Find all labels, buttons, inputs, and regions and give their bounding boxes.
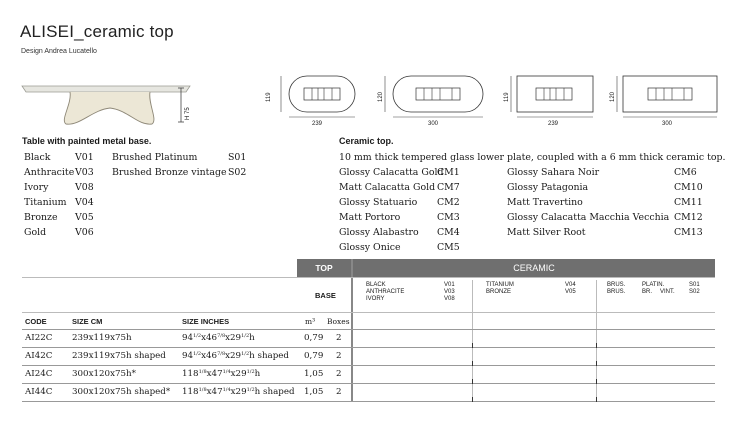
- table-vertical-divider: [351, 259, 353, 401]
- row-code: AI22C: [25, 333, 53, 343]
- cell-tick: [596, 379, 597, 384]
- col-code: CODE: [25, 317, 47, 326]
- base-header: BASE: [315, 291, 336, 300]
- base-color-item: Ivory V08: [24, 182, 94, 193]
- height-label: H 75: [185, 107, 191, 120]
- col-size-inches: SIZE INCHES: [182, 317, 230, 326]
- ceramic-item: Matt Travertino CM11: [507, 197, 703, 208]
- table-rule: [22, 383, 715, 384]
- base-color-item: Black V01: [24, 152, 94, 163]
- plan-rect-300: [612, 72, 722, 122]
- brushed-color-item: Brushed Bronze vintageS02: [112, 167, 247, 178]
- top-header-cell: TOP: [297, 259, 351, 277]
- row-boxes: 2: [336, 387, 342, 397]
- ceramic-item: Matt Calacatta Gold CM7: [339, 182, 460, 193]
- base-color-item: Gold V06: [24, 227, 94, 238]
- col-size-cm: SIZE CM: [72, 317, 103, 326]
- plan-oval-300: [380, 72, 488, 122]
- brushed-color-list: [112, 150, 246, 180]
- base-section-title: Table with painted metal base.: [22, 136, 152, 146]
- cell-tick: [472, 379, 473, 384]
- cell-tick: [596, 397, 597, 402]
- plan2-width: 300: [428, 121, 439, 127]
- ceramic-item: Glossy Alabastro CM4: [339, 227, 460, 238]
- ceramic-header-cell: CERAMIC: [353, 259, 715, 277]
- row-m3: 0,79: [304, 351, 324, 361]
- plan-rect-239: [506, 72, 596, 122]
- ceramic-section-title: Ceramic top.: [339, 136, 394, 146]
- group2-names: TITANIUM BRONZE: [486, 282, 514, 295]
- base-color-item: Bronze V05: [24, 212, 94, 223]
- row-boxes: 2: [336, 351, 342, 361]
- base-color-list: [24, 150, 94, 240]
- table-rule: [22, 329, 715, 330]
- row-m3: 1,05: [304, 387, 324, 397]
- row-size-inches: $94^{1/2}x46^{7/8}x29^{1/2}h$ shaped: [182, 351, 289, 361]
- col-boxes: Boxes: [327, 317, 350, 326]
- page-title: ALISEI_ceramic top: [20, 22, 174, 41]
- cell-tick: [596, 361, 597, 366]
- row-size-inches: $118^{1/8}x47^{1/4}x29^{1/2}h$: [182, 369, 261, 379]
- col-m3: m³: [305, 317, 316, 326]
- ceramic-item: Matt Silver Root CM13: [507, 227, 703, 238]
- cell-tick: [472, 361, 473, 366]
- base-color-item: Titanium V04: [24, 197, 94, 208]
- ceramic-list-col2: [507, 165, 703, 240]
- row-m3: 1,05: [304, 369, 324, 379]
- row-code: AI24C: [25, 369, 53, 379]
- group1-names: BLACK ANTHRACITE IVORY: [366, 282, 405, 302]
- table-rule: [22, 401, 715, 402]
- row-code: AI42C: [25, 351, 53, 361]
- ceramic-list-col1: [339, 165, 460, 255]
- group1-codes: V01 V03 V08: [444, 282, 455, 302]
- plan2-depth: 120: [378, 91, 384, 102]
- table-rule: [22, 277, 715, 278]
- cell-tick: [472, 397, 473, 402]
- plan4-depth: 120: [610, 91, 616, 102]
- row-size-cm: 239x119x75h shaped: [72, 351, 166, 361]
- plan3-width: 239: [548, 121, 559, 127]
- table-side-view: [20, 80, 200, 128]
- cell-tick: [472, 343, 473, 348]
- plan1-depth: 119: [266, 92, 272, 102]
- row-size-cm: 300x120x75h shaped*: [72, 387, 171, 397]
- ceramic-item: Glossy Calacatta GoldCM1: [339, 167, 460, 178]
- table-rule: [22, 312, 715, 313]
- row-size-cm: 239x119x75h: [72, 333, 132, 343]
- row-m3: 0,79: [304, 333, 324, 343]
- row-code: AI44C: [25, 387, 53, 397]
- table-rule: [22, 365, 715, 366]
- brushed-color-item: Brushed Platinum S01: [112, 152, 247, 163]
- row-boxes: 2: [336, 333, 342, 343]
- group2-codes: V04 V05: [565, 282, 576, 295]
- designer-credit: Design Andrea Lucatello: [21, 48, 97, 55]
- base-color-item: AnthraciteV03: [24, 167, 94, 178]
- ceramic-item: Glossy Patagonia CM10: [507, 182, 703, 193]
- table-rule: [22, 347, 715, 348]
- plan4-width: 300: [662, 121, 673, 127]
- ceramic-item: Matt Portoro CM3: [339, 212, 460, 223]
- ceramic-description: 10 mm thick tempered glass lower plate, coupled with a 6 mm thick ceramic top.: [339, 152, 726, 163]
- row-size-cm: 300x120x75h*: [72, 369, 136, 379]
- ceramic-item: Glossy Calacatta Macchia Vecchia CM12: [507, 212, 703, 223]
- ceramic-item: Glossy Sahara Noir CM6: [507, 167, 697, 178]
- plan3-depth: 119: [504, 92, 510, 102]
- row-boxes: 2: [336, 369, 342, 379]
- ceramic-item: Glossy Statuario CM2: [339, 197, 460, 208]
- plan-oval-239: [276, 72, 360, 122]
- row-size-inches: $94^{1/2}x46^{7/8}x29^{1/2}h$: [182, 333, 255, 343]
- cell-tick: [596, 343, 597, 348]
- plan1-width: 239: [312, 121, 323, 127]
- row-size-inches: $118^{1/8}x47^{1/4}x29^{1/2}h$ shaped: [182, 387, 295, 397]
- group3-labels: BRUS. PLATIN. S01 BRUS. BR. VINT. S02: [607, 282, 700, 295]
- ceramic-item: Glossy Onice CM5: [339, 242, 460, 253]
